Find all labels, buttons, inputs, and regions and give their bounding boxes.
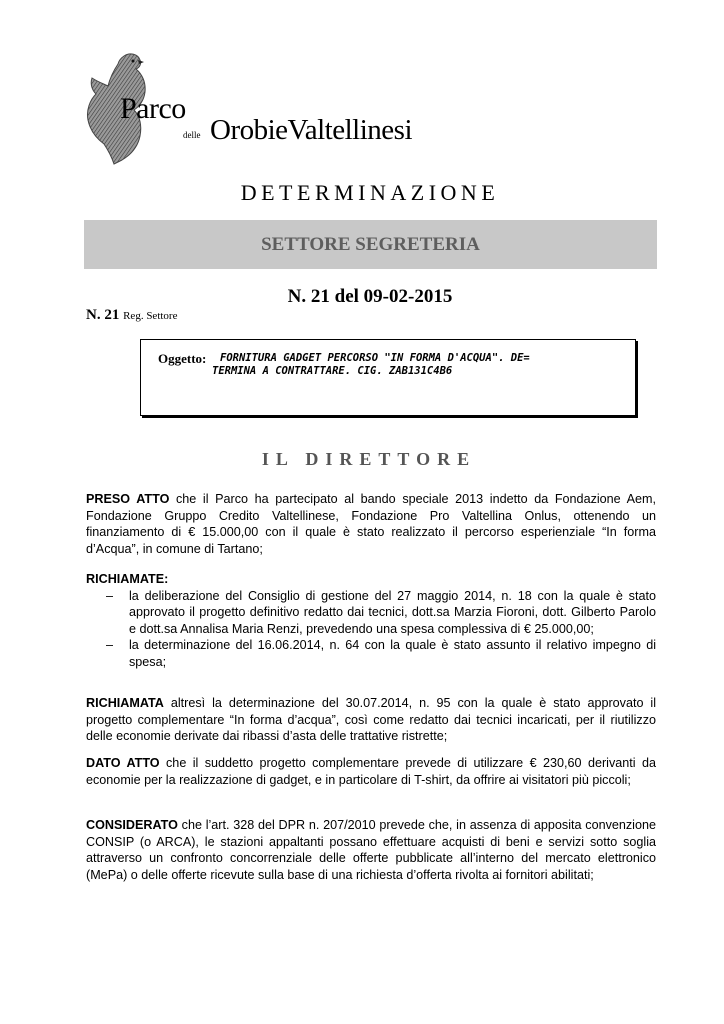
dato-atto-lead: DATO ATTO <box>86 756 160 770</box>
logo-text-delle: delle <box>183 130 201 140</box>
list-item <box>86 637 656 670</box>
document-type-title: DETERMINAZIONE <box>240 180 500 205</box>
list-item-text: la deliberazione del Consiglio di gestione del 27 maggio 2014, n. 18 con la quale è stato approvato il progetto definitivo redatto dai tecnici, dott.sa Marzia Fioroni, dott. Gilberto Parolo e dott.sa Annalisa Maria Renzi, prevedendo una spesa complessiva di € 25.000,00; <box>129 588 656 636</box>
settore-banner <box>84 220 657 269</box>
register-number: N. 21 <box>86 307 120 323</box>
richiamate-lead: RICHIAMATE: <box>86 572 169 586</box>
preso-atto-lead: PRESO ATTO <box>86 492 170 506</box>
paragraph-richiamate <box>86 571 656 670</box>
list-item <box>86 588 656 638</box>
preso-atto-text: che il Parco ha partecipato al bando speciale 2013 indetto da Fondazione Aem, Fondazione Gruppo Credito Valtellinese, Fondazione Pro Valtellina Onlus, ottenendo un finanziamento di € 15.000,00 con il quale è stato realizzato il percorso esperienziale “In forma d’Acqua”, in comune di Tartano; <box>86 492 656 556</box>
park-logo <box>82 50 413 170</box>
paragraph-richiamata <box>86 695 656 745</box>
oggetto-label: Oggetto: <box>158 351 207 366</box>
oggetto-line-1: FORNITURA GADGET PERCORSO "IN FORMA D'ACQUA". DE= <box>220 352 530 364</box>
determination-number-title: N. 21 del 09-02-2015 <box>287 286 453 307</box>
register-line <box>86 307 177 324</box>
oggetto-text <box>212 352 625 378</box>
direttore-heading: IL DIRETTORE <box>261 449 477 469</box>
logo-text-parco: Parco <box>120 92 186 125</box>
paragraph-dato-atto <box>86 755 656 788</box>
register-label: Reg. Settore <box>123 310 178 322</box>
oggetto-line-2: TERMINA A CONTRATTARE. CIG. ZAB131C4B6 <box>212 365 453 377</box>
dash-bullet: – <box>106 638 114 652</box>
richiamata-text: altresì la determinazione del 30.07.2014, n. 95 con la quale è stato approvato il progetto complementare “In forma d’acqua”, così come redatto dai tecnici incaricati, per il riutilizzo delle economie derivate dai ribassi d’asta delle trattative ristrette; <box>86 696 656 743</box>
dato-atto-text: che il suddetto progetto complementare prevede di utilizzare € 230,60 derivanti da economie per la realizzazione di gadget, e in particolare di T-shirt, da offrire ai visitatori più piccoli; <box>86 756 656 787</box>
dash-bullet: – <box>106 588 114 603</box>
paragraph-preso-atto <box>86 491 656 557</box>
logo-text-orobie: OrobieValtellinesi <box>210 114 413 146</box>
settore-label: SETTORE SEGRETERIA <box>261 233 480 255</box>
list-item-text: la determinazione del 16.06.2014, n. 64 con la quale è stato assunto il relativo impegno di spesa; <box>129 638 656 669</box>
oggetto-box <box>140 339 636 416</box>
richiamata-lead: RICHIAMATA <box>86 696 164 710</box>
considerato-text: che l’art. 328 del DPR n. 207/2010 prevede che, in assenza di apposita convenzione CONSIP (o ARCA), le stazioni appaltanti possano effettuare acquisti di beni e servizi sotto soglia attraverso un confronto concorrenziale delle offerte pubblicate all’interno del mercato elettronico (MePa) o delle offerte ricevute sulla base di una richiesta d’offerta rivolta ai fornitori abilitati; <box>86 818 656 882</box>
richiamate-list <box>86 588 656 671</box>
considerato-lead: CONSIDERATO <box>86 818 178 832</box>
paragraph-considerato <box>86 817 656 883</box>
